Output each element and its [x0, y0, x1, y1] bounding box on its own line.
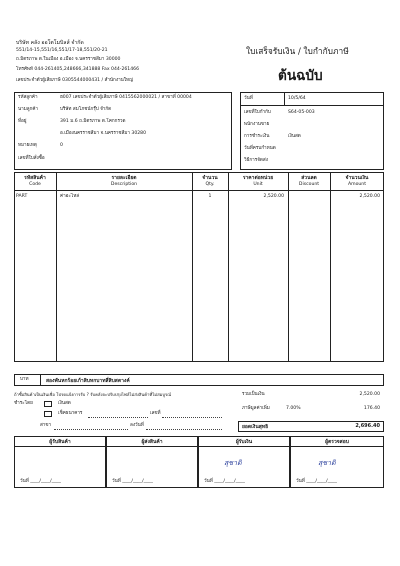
customer-address-label: ที่อยู่ [18, 119, 27, 124]
grand-total-label: ยอดเงินสุทธิ [242, 424, 269, 430]
header-unit-en: Unit [253, 182, 263, 187]
check-checkbox[interactable] [44, 411, 52, 417]
signature-title-auditor: ผู้ตรวจสอบ [325, 439, 349, 445]
vat-value: 176.40 [363, 406, 380, 411]
signature-title-cashier: ผู้รับเงิน [235, 439, 253, 445]
note-label: หมายเหตุ [18, 143, 37, 148]
amount-words: สองพันหกร้อยเก้าสิบหกบาทสี่สิบสตางค์ [46, 378, 130, 384]
amount-words-divider [40, 374, 41, 386]
document-title: ใบเสร็จรับเงิน / ใบกำกับภาษี [246, 46, 349, 56]
items-table [14, 172, 384, 362]
row-unit-price: 2,520.00 [263, 194, 284, 199]
signature-title-divider [290, 446, 384, 447]
pay-by-label: ชำระโดย [14, 401, 33, 406]
header-discount-th: ส่วนลด [301, 175, 317, 181]
original-stamp: ต้นฉบับ [278, 68, 323, 84]
customer-address-line-1: 391 ม.6 ถ.มิตรภาพ ต.โคกกรวด [60, 119, 126, 124]
check-number-line [162, 417, 222, 418]
date-value: 10/5/64 [288, 96, 306, 101]
header-discount-en: Discount [298, 182, 320, 187]
signature-date-auditor: วันที่ ____/____/____ [296, 479, 337, 484]
check-bank-line [88, 417, 148, 418]
signature-date-sender: วันที่ ____/____/____ [112, 479, 153, 484]
signature-cashier: สุชาติ [224, 459, 242, 467]
meta-divider [240, 105, 384, 106]
check-number-label: เลขที่ [150, 411, 161, 416]
check-date-line [146, 429, 222, 430]
cash-label: เงินสด [58, 401, 71, 406]
subtotal-value: 2,520.00 [359, 392, 380, 397]
table-column-divider [288, 172, 289, 362]
signature-title-divider [106, 446, 198, 447]
invoice-number-value: S64-05-003 [288, 110, 315, 115]
grand-total-value: 2,696.40 [355, 423, 380, 429]
shipping-method-label: วิธีการจัดส่ง [244, 158, 268, 163]
table-column-divider [56, 172, 57, 362]
header-amount-th: จำนวนเงิน [345, 175, 369, 181]
row-qty: 1 [208, 194, 212, 199]
company-phone: โทรศัพท์ 044-261405,248666,341888 Fax 044-261466 [16, 67, 139, 72]
date-label: วันที่ [244, 96, 253, 101]
customer-code-label: รหัสลูกค้า [18, 95, 38, 100]
header-qty-th: จำนวน [202, 175, 218, 181]
vat-label: ภาษีมูลค่าเพิ่ม [242, 406, 270, 411]
table-column-divider [192, 172, 193, 362]
cash-checkbox[interactable] [44, 401, 52, 407]
signature-title-divider [14, 446, 106, 447]
header-amount-en: Amount [347, 182, 367, 187]
table-header-divider [14, 190, 384, 191]
customer-address-line-2: อ.เมืองนครราชสีมา จ.นครราชสีมา 30280 [60, 131, 147, 136]
customer-code-value: ฮ007 เลขประจำตัวผู้เสียภาษี 0415562000021 / สาขาที่ 00004 [60, 95, 192, 100]
vat-rate: 7.00% [286, 406, 301, 411]
branch-line [54, 429, 128, 430]
signature-date-receiver: วันที่ ____/____/____ [20, 479, 61, 484]
branch-label: สาขา [40, 423, 52, 428]
order-number-label: เลขที่ใบสั่งซื้อ [18, 156, 45, 161]
company-name: บริษัท คลัง ออโตโมบิลส์ จำกัด [16, 40, 84, 46]
customer-name-value: บริษัท สมโภชน์กรุ๊ป จำกัด [60, 107, 112, 112]
signature-date-cashier: วันที่ ____/____/____ [204, 479, 245, 484]
header-code-en: Code [29, 182, 41, 187]
company-address-1: 551/14-15,551/16,551/17-18,551/20-21 [16, 48, 108, 53]
payment-method-label: การชำระเงิน [244, 134, 270, 139]
signature-title-sender: ผู้ส่งสินค้า [141, 439, 163, 445]
check-bank-label: เช็คธนาคาร [58, 411, 83, 416]
credit-notice: ถ้าซื้อสินค้าเป็นเงินเชื่อ โปรดแจ้งการรับ ? รับคลังจะปรับปรุงไฟล์ไม่ส่งสินค้าที่ไม่สมบูรณ์ [14, 392, 172, 397]
signature-title-divider [198, 446, 290, 447]
table-column-divider [330, 172, 331, 362]
customer-name-label: นามลูกค้า [18, 107, 38, 112]
signature-auditor: สุชาติ [318, 459, 336, 467]
header-unit-th: ราคาต่อหน่วย [242, 175, 274, 181]
company-address-2: ถ.มิตรภาพ ต.ในเมือง อ.เมือง จ.นครราชสีมา 30000 [16, 57, 121, 62]
amount-words-label: บาท [20, 377, 29, 382]
row-code: PART [16, 194, 28, 199]
due-date-label: วันที่ครบกำหนด [244, 146, 276, 151]
company-tax-id: เลขประจำตัวผู้เสียภาษี 0305544000431 / สำนักงานใหญ่ [16, 78, 133, 83]
row-description: ค่าอะไหล่ [60, 194, 80, 199]
signature-title-receiver: ผู้รับสินค้า [49, 439, 71, 445]
header-description-th: รายละเอียด [111, 175, 137, 181]
row-amount: 2,520.00 [359, 194, 380, 199]
meta-divider [284, 92, 285, 105]
subtotal-label: รวมเป็นเงิน [242, 392, 265, 397]
payment-method-value: เงินสด [288, 134, 301, 139]
invoice-number-label: เลขที่ใบกำกับ [244, 110, 271, 115]
salesperson-label: พนักงานขาย [244, 122, 270, 127]
check-date-label: ลงวันที่ [130, 423, 144, 428]
header-description-en: Description [110, 182, 138, 187]
note-value: 0 [60, 143, 63, 148]
header-code-th: รหัสสินค้า [24, 175, 46, 181]
table-column-divider [228, 172, 229, 362]
header-qty-en: Qty. [205, 182, 215, 187]
